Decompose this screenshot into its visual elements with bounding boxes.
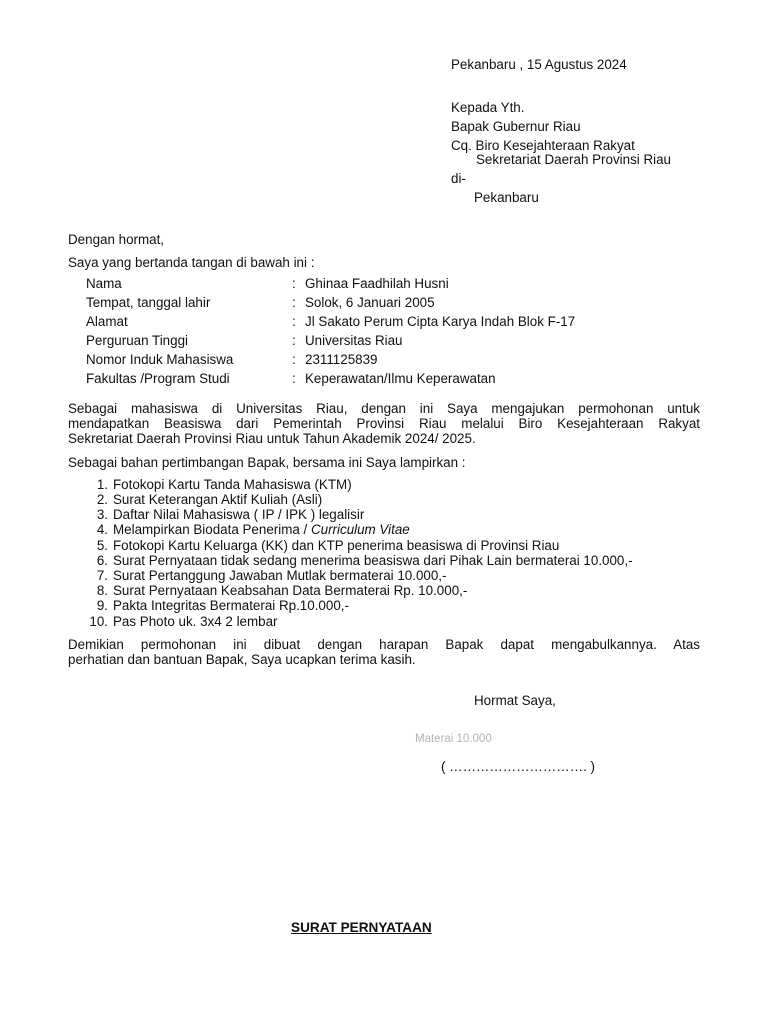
identity-label: Alamat [86,314,128,329]
list-item: Surat Pernyataan tidak sedang menerima beasiswa dari Pihak Lain bermaterai 10.000,- [113,553,633,568]
list-item: Surat Pernyataan Keabsahan Data Bermaterai Rp. 10.000,- [113,583,468,598]
paragraph-line: Demikian permohonan ini dibuat dengan harapan Bapak dapat mengabulkannya. Atas [68,637,700,652]
attachments-intro: Sebagai bahan pertimbangan Bapak, bersama ini Saya lampirkan : [68,455,466,470]
list-item-italic: Curriculum Vitae [310,522,410,537]
identity-value: Ghinaa Faadhilah Husni [305,276,449,291]
list-item: Pas Photo uk. 3x4 2 lembar [113,614,278,629]
signature-salutation: Hormat Saya, [474,693,556,708]
list-number: 6. [96,553,108,568]
list-number: 9. [96,598,108,613]
list-number: 3. [96,507,108,522]
paragraph-line: Sebagai mahasiswa di Universitas Riau, dengan ini Saya mengajukan permohonan untuk [68,401,700,416]
list-number: 8. [96,583,108,598]
recipient-line: Kepada Yth. [451,100,525,115]
intro-text: Saya yang bertanda tangan di bawah ini : [68,255,315,270]
identity-colon: : [292,295,296,310]
list-item: Daftar Nilai Mahasiswa ( IP / IPK ) legalisir [113,507,365,522]
list-number: 1. [96,477,108,492]
identity-value: Solok, 6 Januari 2005 [305,295,435,310]
greeting: Dengan hormat, [68,232,165,247]
materai-stamp-placeholder: Materai 10.000 [415,733,492,745]
paragraph-line: mendapatkan Beasiswa dari Pemerintah Provinsi Riau melalui Biro Kesejahteraan Rakyat [68,416,700,431]
letter-date: Pekanbaru , 15 Agustus 2024 [451,57,627,72]
identity-value: Jl Sakato Perum Cipta Karya Indah Blok F-17 [305,314,576,329]
identity-label: Nomor Induk Mahasiswa [86,352,234,367]
list-number: 4. [96,522,108,537]
list-item: Pakta Integritas Bermaterai Rp.10.000,- [113,598,349,613]
identity-colon: : [292,333,296,348]
recipient-line: Cq. Biro Kesejahteraan Rakyat [451,138,635,153]
list-number: 7. [96,568,108,583]
list-item [113,522,410,537]
list-number: 2. [96,492,108,507]
identity-value: Keperawatan/Ilmu Keperawatan [305,371,496,386]
list-number: 10. [89,614,108,629]
closing-paragraph [68,637,700,667]
list-item: Fotokopi Kartu Keluarga (KK) dan KTP penerima beasiswa di Provinsi Riau [113,538,560,553]
recipient-line: Sekretariat Daerah Provinsi Riau [476,152,671,167]
list-item: Surat Pertanggung Jawaban Mutlak bermaterai 10.000,- [113,568,447,583]
statement-title: SURAT PERNYATAAN [291,920,432,935]
paragraph-line: perhatian dan bantuan Bapak, Saya ucapkan terima kasih. [68,652,416,667]
identity-value: Universitas Riau [305,333,403,348]
request-paragraph [68,401,700,446]
list-number: 5. [96,538,108,553]
identity-label: Fakultas /Program Studi [86,371,230,386]
paragraph-line: Sekretariat Daerah Provinsi Riau untuk Tahun Akademik 2024/ 2025. [68,431,476,446]
identity-label: Perguruan Tinggi [86,333,188,348]
recipient-line: Pekanbaru [474,190,539,205]
signature-name-line: ( …………………………. ) [441,759,595,774]
list-item: Surat Keterangan Aktif Kuliah (Asli) [113,492,323,507]
identity-colon: : [292,276,296,291]
identity-value: 2311125839 [305,352,378,367]
identity-label: Tempat, tanggal lahir [86,295,211,310]
identity-colon: : [292,314,296,329]
list-item-text: Melampirkan Biodata Penerima / [113,522,311,537]
identity-colon: : [292,371,296,386]
identity-label: Nama [86,276,122,291]
recipient-line: di- [451,171,466,186]
list-item: Fotokopi Kartu Tanda Mahasiswa (KTM) [113,477,352,492]
recipient-line: Bapak Gubernur Riau [451,119,581,134]
identity-colon: : [292,352,296,367]
